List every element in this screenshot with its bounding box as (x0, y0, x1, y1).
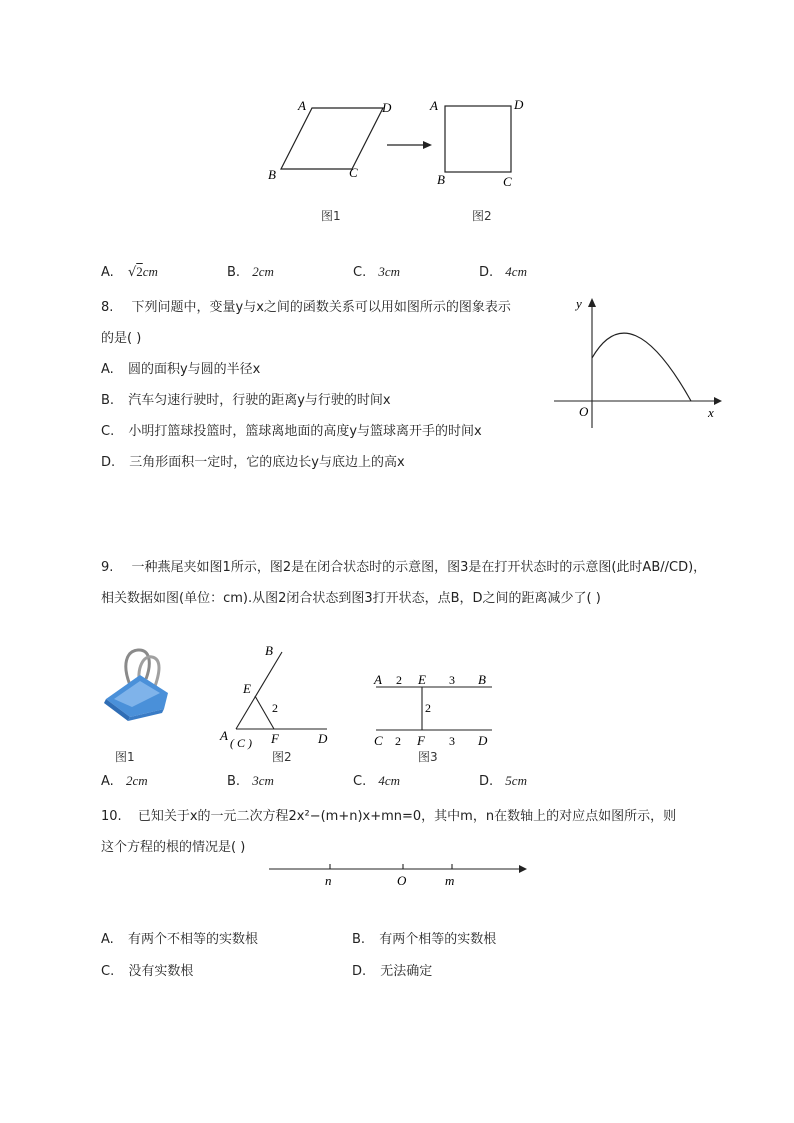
origin-label: O (579, 404, 589, 419)
x-axis-label: x (708, 405, 714, 420)
q9-option-d[interactable] (479, 773, 527, 789)
label-A: A (220, 728, 228, 743)
option-value: 5cm (505, 773, 527, 788)
option-letter: D. (479, 774, 494, 789)
q8-graph (550, 292, 730, 432)
option-unit: cm (142, 264, 158, 279)
stem-text: 一种燕尾夹如图1所示，图2是在闭合状态时的示意图，图3是在打开状态时的示意图(此时AB//CD)， (131, 560, 707, 575)
q8-stem-line1 (101, 296, 511, 315)
q7-option-c[interactable] (353, 264, 400, 280)
binder-clip-image (100, 645, 175, 725)
q9-option-a[interactable] (101, 773, 148, 789)
fig2-label-B: B (437, 172, 445, 187)
option-letter: B. (101, 393, 115, 408)
q7-option-d[interactable] (479, 264, 527, 280)
label-D: D (478, 733, 488, 748)
label-D: D (318, 731, 328, 746)
label-F: F (417, 733, 425, 748)
q9-fig1-caption: 图1 (115, 750, 135, 764)
q10-option-a[interactable] (101, 928, 258, 947)
label-FD-length: 3 (449, 734, 455, 748)
label-AE-length: 2 (396, 673, 402, 687)
option-letter: B. (352, 932, 366, 947)
option-text: 没有实数根 (128, 964, 194, 979)
question-number: 8. (101, 300, 114, 315)
parallelogram-shape (281, 108, 383, 169)
option-letter: D. (101, 455, 116, 470)
square-shape (445, 106, 511, 172)
q9-fig2 (214, 640, 339, 750)
x-axis-arrow (714, 397, 722, 405)
fig1-label-C: C (349, 165, 358, 180)
label-B: B (265, 643, 273, 658)
label-E: E (418, 672, 426, 687)
y-axis-arrow (588, 298, 596, 307)
q9-fig3-caption: 图3 (418, 750, 438, 764)
option-text: 有两个相等的实数根 (379, 932, 497, 947)
option-letter: B. (227, 265, 241, 280)
fig1-label-A: A (298, 98, 306, 113)
label-C: C (374, 733, 383, 748)
fig1-label-D: D (382, 100, 392, 115)
number-line-arrow (519, 865, 527, 873)
option-value: 2cm (125, 773, 148, 788)
option-letter: C. (101, 424, 115, 439)
question-number: 9. (101, 560, 114, 575)
q10-option-d[interactable] (352, 960, 432, 979)
q10-stem-line1 (101, 805, 676, 824)
option-letter: A. (101, 362, 114, 377)
option-letter: B. (227, 774, 241, 789)
question-number: 10. (101, 809, 122, 824)
option-letter: A. (101, 265, 114, 280)
q10-number-line (265, 858, 535, 890)
option-text: 小明打篮球投篮时，篮球离地面的高度y与篮球离开手的时间x (128, 424, 482, 439)
label-C: ( C ) (230, 736, 252, 750)
option-value: 4cm (505, 264, 527, 279)
q8-option-c[interactable] (101, 420, 482, 439)
option-letter: C. (353, 265, 367, 280)
option-text: 三角形面积一定时，它的底边长y与底边上的高x (129, 455, 405, 470)
label-EB-length: 3 (449, 673, 455, 687)
label-A: A (374, 672, 382, 687)
option-letter: D. (352, 964, 367, 979)
label-F: F (271, 731, 279, 746)
q8-stem-line2: 的是( ) (101, 331, 142, 346)
q9-stem-line1 (101, 556, 706, 575)
stem-text: 已知关于x的一元二次方程2x²−(m+n)x+mn=0，其中m，n在数轴上的对应点如图所示，则 (137, 809, 677, 824)
label-B: B (478, 672, 486, 687)
q9-option-b[interactable] (227, 773, 274, 789)
q9-option-c[interactable] (353, 773, 400, 789)
fig1-label-B: B (268, 167, 276, 182)
q7-fig2-caption: 图2 (472, 209, 492, 223)
option-value: 3cm (252, 773, 274, 788)
option-letter: C. (353, 774, 367, 789)
label-n: n (325, 873, 332, 888)
option-value: 4cm (378, 773, 401, 788)
option-text: 有两个不相等的实数根 (127, 932, 258, 947)
option-letter: D. (479, 265, 494, 280)
option-letter: A. (101, 774, 114, 789)
option-text: 无法确定 (380, 964, 433, 979)
stem-text: 下列问题中，变量y与x之间的函数关系可以用如图所示的图象表示 (131, 300, 511, 315)
option-text: 圆的面积y与圆的半径x (127, 362, 261, 377)
q10-stem-line2: 这个方程的根的情况是( ) (101, 840, 246, 855)
fig2-label-A: A (430, 98, 438, 113)
arrow-head (423, 141, 432, 149)
q8-option-b[interactable] (101, 389, 391, 408)
label-EF-length: 2 (272, 701, 278, 715)
label-O: O (397, 873, 407, 888)
fig2-label-C: C (503, 174, 512, 189)
q8-option-a[interactable] (101, 358, 260, 377)
q7-fig1-caption: 图1 (321, 209, 341, 223)
option-value: 3cm (378, 264, 401, 279)
q9-fig2-caption: 图2 (272, 750, 292, 764)
q8-option-d[interactable] (101, 451, 405, 470)
option-letter: A. (101, 932, 114, 947)
q9-stem-line2: 相关数据如图(单位：cm).从图2闭合状态到图3打开状态，点B，D之间的距离减少了( ) (101, 591, 601, 606)
q7-option-a[interactable] (101, 264, 158, 280)
sqrt-symbol: √2 (127, 264, 143, 280)
fig2-label-D: D (514, 97, 524, 112)
option-value: 2cm (252, 264, 274, 279)
q7-option-b[interactable] (227, 264, 274, 280)
label-EF-length: 2 (425, 701, 431, 715)
q10-option-b[interactable] (352, 928, 496, 947)
label-E: E (243, 681, 251, 696)
option-text: 汽车匀速行驶时，行驶的距离y与行驶的时间x (128, 393, 391, 408)
q9-fig3 (368, 668, 498, 750)
parabola-curve (592, 333, 691, 401)
option-letter: C. (101, 964, 115, 979)
q7-figures (260, 92, 540, 192)
label-CF-length: 2 (395, 734, 401, 748)
label-m: m (445, 873, 455, 888)
y-axis-label: y (576, 296, 582, 311)
q10-option-c[interactable] (101, 960, 193, 979)
